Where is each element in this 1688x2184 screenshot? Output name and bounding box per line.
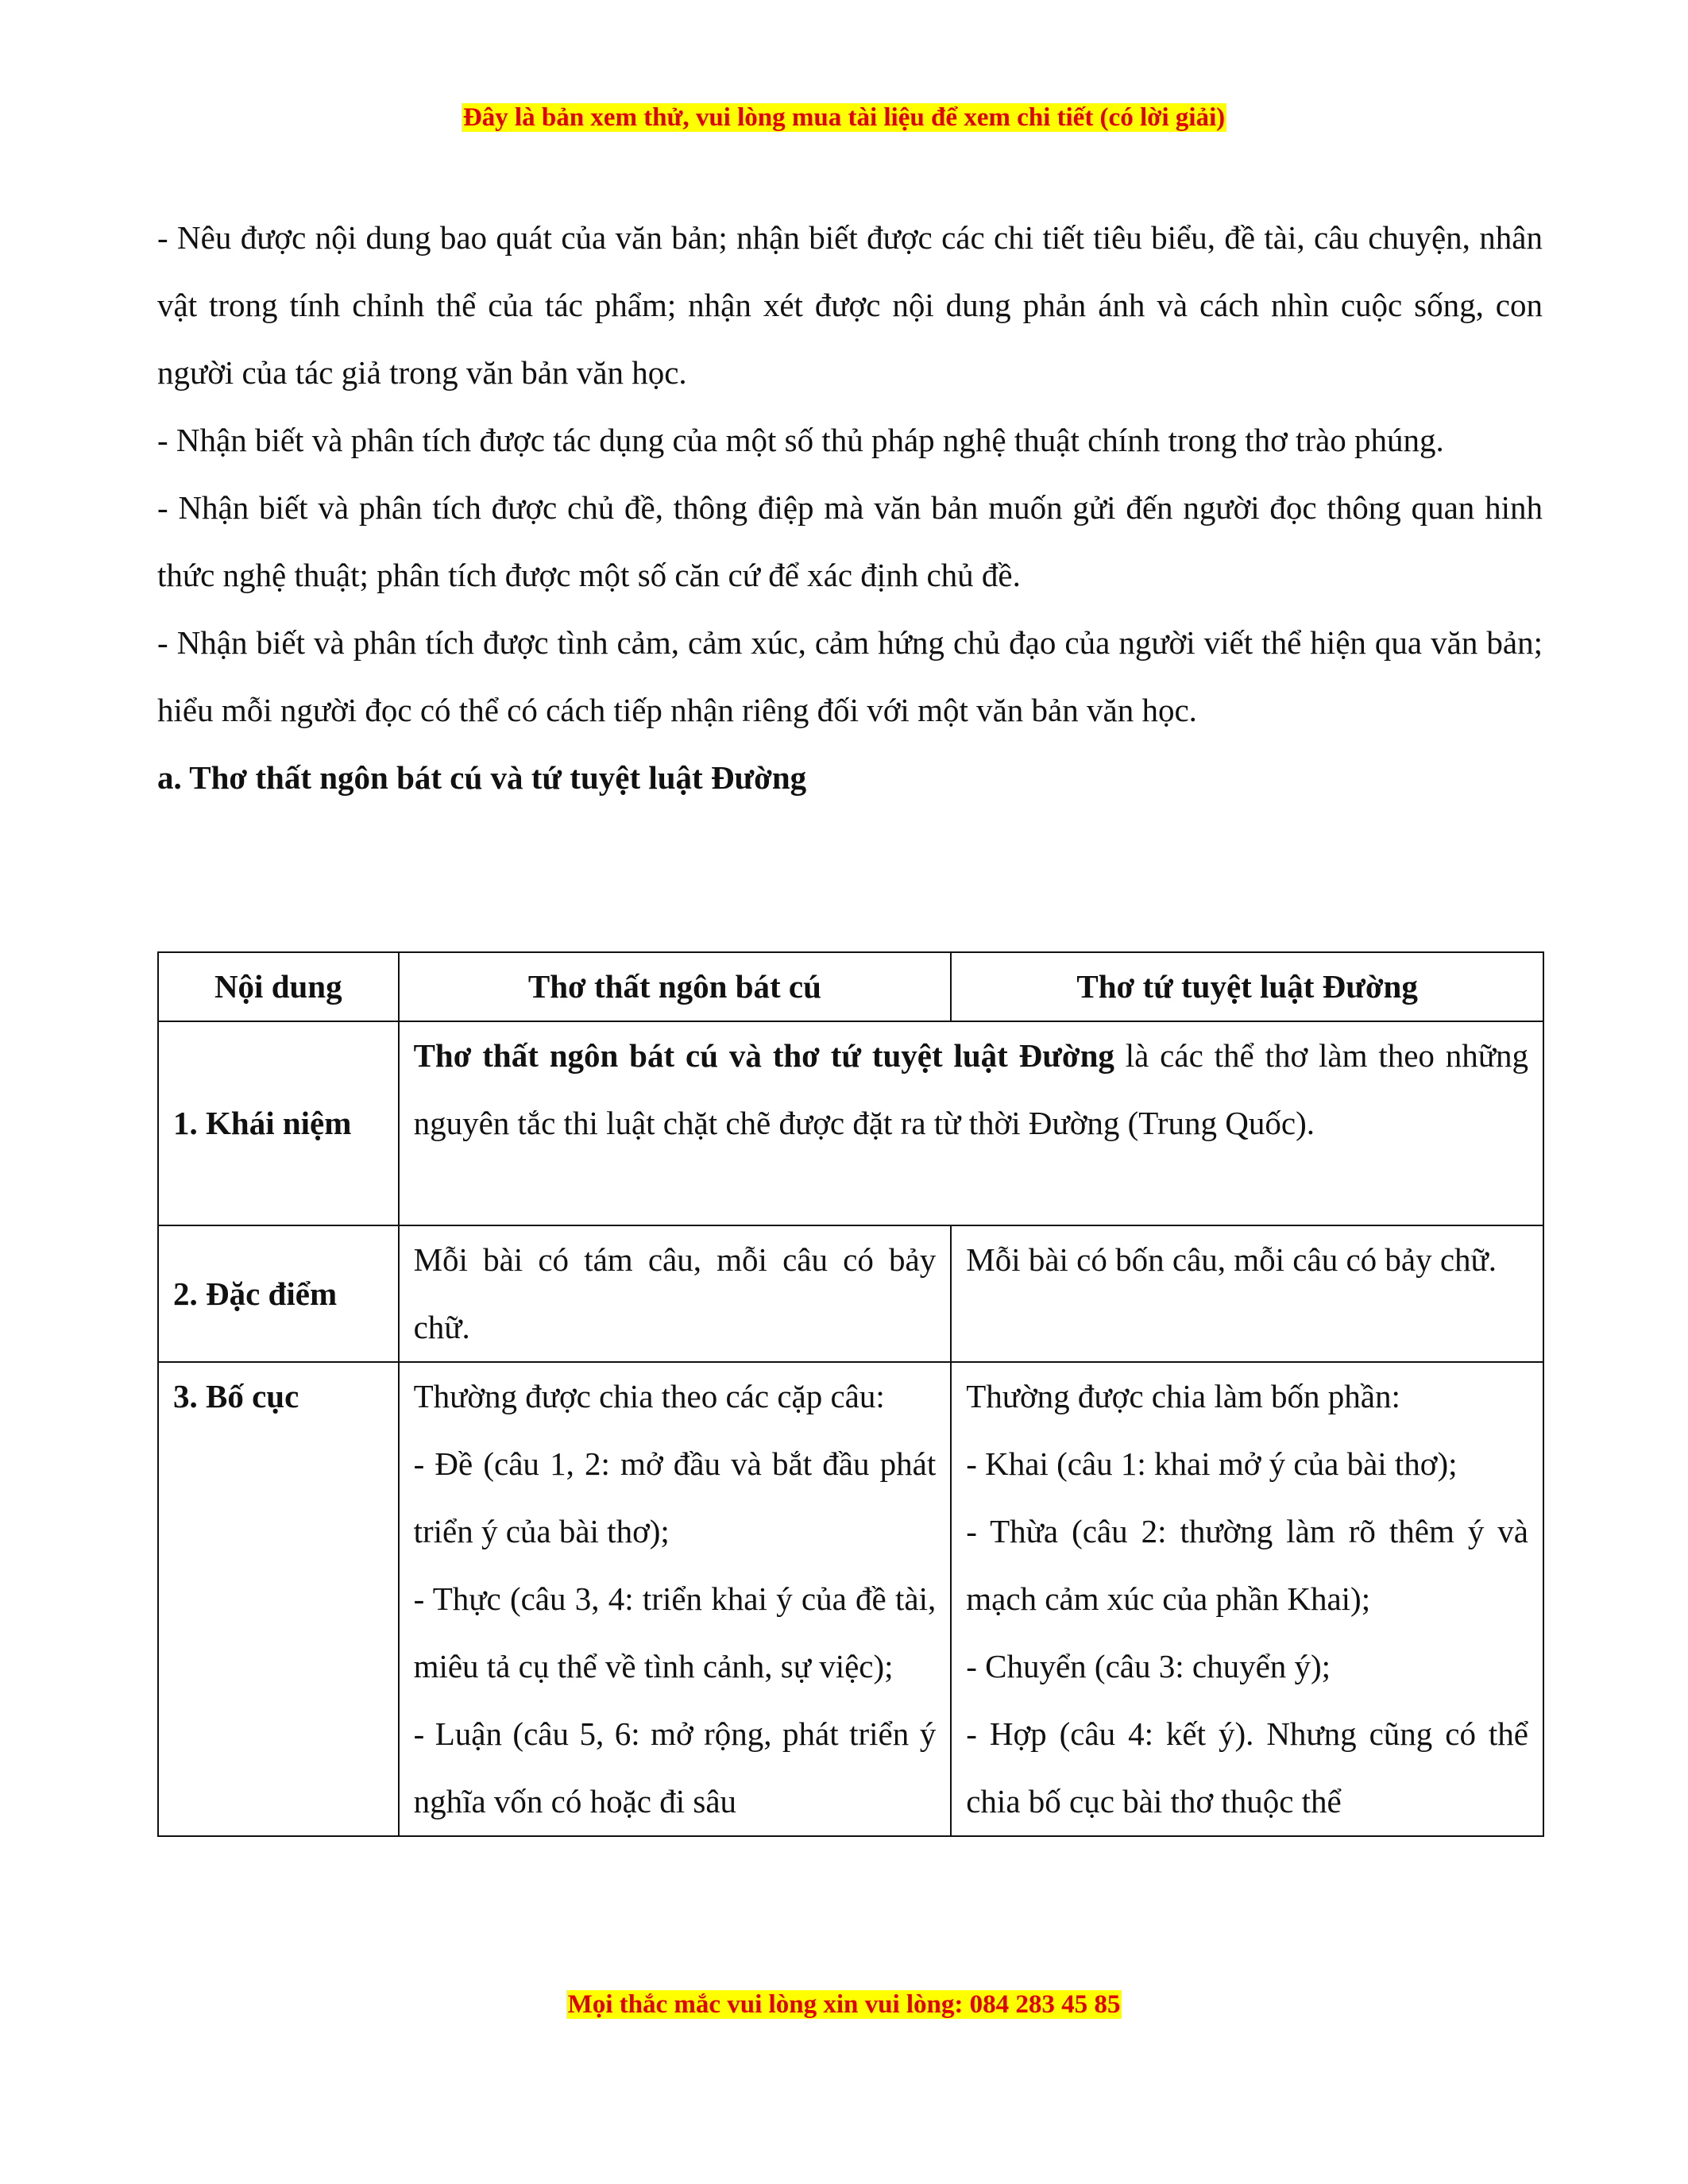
bo-cuc-tu-tuyet-line: - Hợp (câu 4: kết ý). Nhưng cũng có thể chia bố cục bài thơ thuộc thể — [966, 1715, 1528, 1819]
table-row-dac-diem — [158, 1225, 1543, 1362]
row-label-khai-niem: 1. Khái niệm — [158, 1021, 399, 1225]
table-row-khai-niem — [158, 1021, 1543, 1225]
contact-text: Mọi thắc mắc vui lòng xin vui lòng: 084 283 45 85 — [567, 1990, 1121, 2019]
preview-notice-banner — [0, 102, 1688, 133]
bo-cuc-bat-cu-line: - Đề (câu 1, 2: mở đầu và bắt đầu phát triển ý của bài thơ); — [413, 1445, 937, 1549]
cell-dac-diem-tu-tuyet: Mỗi bài có bốn câu, mỗi câu có bảy chữ. — [951, 1225, 1543, 1362]
paragraph-3: - Nhận biết và phân tích được chủ đề, thông điệp mà văn bản muốn gửi đến người đọc thông quan hinh thức nghệ thuật; phân tích được một số căn cứ để xác định chủ đề. — [157, 489, 1543, 593]
bo-cuc-bat-cu-line: - Thực (câu 3, 4: triển khai ý của đề tài, miêu tả cụ thể về tình cảnh, sự việc); — [413, 1580, 937, 1684]
row-label-dac-diem: 2. Đặc điểm — [158, 1225, 399, 1362]
header-noi-dung: Nội dung — [158, 952, 399, 1021]
bo-cuc-tu-tuyet-line: - Chuyển (câu 3: chuyển ý); — [966, 1648, 1331, 1684]
cell-bo-cuc-bat-cu — [399, 1362, 952, 1836]
paragraph-2: - Nhận biết và phân tích được tác dụng của một số thủ pháp nghệ thuật chính trong thơ trào phúng. — [157, 422, 1444, 458]
cell-bo-cuc-tu-tuyet — [951, 1362, 1543, 1836]
bo-cuc-bat-cu-line: Thường được chia theo các cặp câu: — [413, 1378, 885, 1414]
section-heading: a. Thơ thất ngôn bát cú và tứ tuyệt luật Đường — [157, 759, 807, 796]
comparison-table — [157, 951, 1544, 1837]
bo-cuc-tu-tuyet-line: - Khai (câu 1: khai mở ý của bài thơ); — [966, 1445, 1458, 1482]
khai-niem-bold: Thơ thất ngôn bát cú và thơ tứ tuyệt luật Đường — [413, 1037, 1114, 1074]
preview-notice-text: Đây là bản xem thử, vui lòng mua tài liệu để xem chi tiết (có lời giải) — [462, 103, 1226, 132]
contact-banner — [0, 1989, 1688, 2020]
cell-dac-diem-bat-cu: Mỗi bài có tám câu, mỗi câu có bảy chữ. — [399, 1225, 952, 1362]
document-body — [157, 204, 1543, 812]
cell-khai-niem — [399, 1021, 1543, 1225]
header-that-ngon-bat-cu: Thơ thất ngôn bát cú — [399, 952, 952, 1021]
bo-cuc-tu-tuyet-line: - Thừa (câu 2: thường làm rõ thêm ý và mạch cảm xúc của phần Khai); — [966, 1513, 1528, 1617]
bo-cuc-bat-cu-line: - Luận (câu 5, 6: mở rộng, phát triển ý nghĩa vốn có hoặc đi sâu — [413, 1715, 937, 1819]
bo-cuc-tu-tuyet-line: Thường được chia làm bốn phần: — [966, 1378, 1400, 1414]
khai-niem-text: là các thể thơ làm theo những nguyên tắc thi luật chặt chẽ được đặt ra từ thời Đường (Trung Quốc). — [413, 1037, 1528, 1141]
row-label-bo-cuc: 3. Bố cục — [158, 1362, 399, 1836]
table-row-bo-cuc — [158, 1362, 1543, 1836]
paragraph-1: - Nêu được nội dung bao quát của văn bản; nhận biết được các chi tiết tiêu biểu, đề tài, câu chuyện, nhân vật trong tính chỉnh thể của tác phẩm; nhận xét được nội dung phản ánh và cách nhìn cuộc sống, con người của tác giả trong văn bản văn học. — [157, 219, 1543, 391]
header-tu-tuyet: Thơ tứ tuyệt luật Đường — [951, 952, 1543, 1021]
table-header-row — [158, 952, 1543, 1021]
paragraph-4: - Nhận biết và phân tích được tình cảm, cảm xúc, cảm hứng chủ đạo của người viết thể hiện qua văn bản; hiểu mỗi người đọc có thể có cách tiếp nhận riêng đối với một văn bản văn học. — [157, 624, 1543, 728]
